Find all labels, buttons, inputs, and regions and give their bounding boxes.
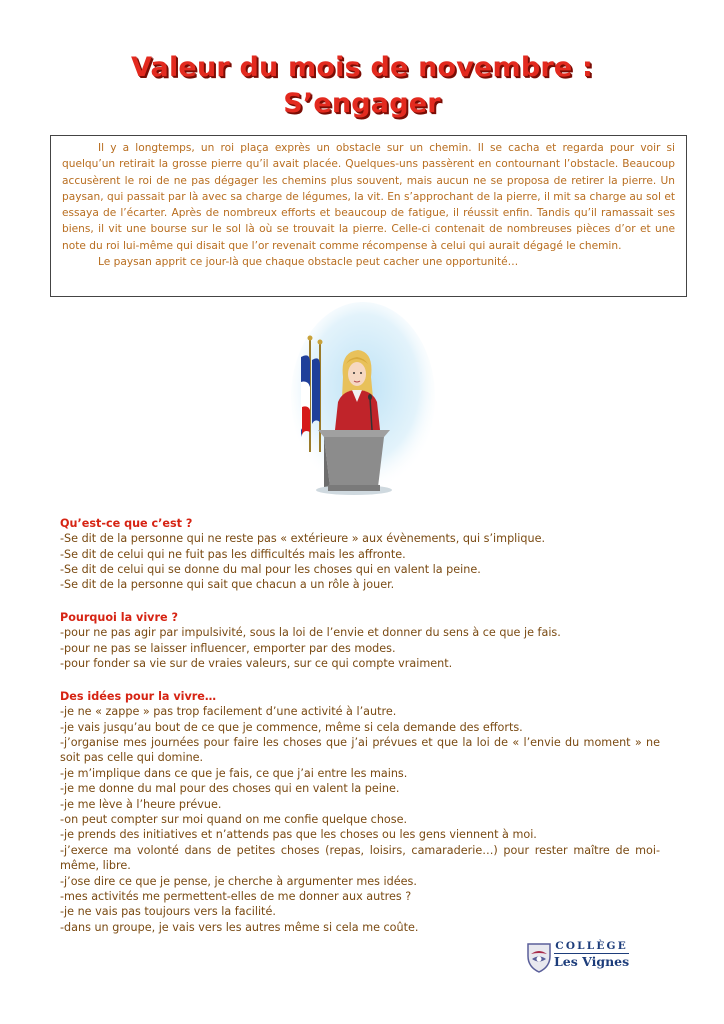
list-item: -Se dit de la personne qui ne reste pas « extérieure » aux évènements, qui s’implique.	[60, 532, 546, 546]
list-item: -je ne vais pas toujours vers la facilité.	[60, 905, 276, 919]
college-shield-logo-icon	[524, 940, 554, 974]
section-heading: Des idées pour la vivre…	[60, 690, 217, 703]
list-item: -Se dit de celui qui se donne du mal pour les choses qui en valent la peine.	[60, 563, 481, 577]
logo-line-1: COLLÈGE	[555, 940, 628, 952]
list-item: -je prends des initiatives et n’attends pas que les choses ou les gens viennent à moi.	[60, 828, 537, 842]
list-item: -je vais jusqu’au bout de ce que je commence, même si cela demande des efforts.	[60, 720, 523, 734]
list-item: -Se dit de celui qui ne fuit pas les difficultés mais les affronte.	[60, 547, 406, 561]
list-item: -je m’implique dans ce que je fais, ce que j’ai entre les mains.	[60, 766, 408, 780]
list-item: -je me donne du mal pour des choses qui en valent la peine.	[60, 782, 400, 796]
story-box	[50, 135, 687, 297]
story-paragraph-1: Il y a longtemps, un roi plaça exprès un obstacle sur un chemin. Il se cacha et regarda pour voir si quelqu’un retirait la grosse pierre qu’il avait placée. Quelques-uns passèrent en contournant l’obstacle. Beaucoup accusèrent le roi de ne pas dégager les chemins plus souvent, mais aucun ne se proposa de retirer la pierre. Un paysan, qui passait par là avec sa charge de légumes, la vit. En s’approchant de la pierre, il mit sa charge au sol et essaya de l’écarter. Après de nombreux efforts et beaucoup de fatigue, il réussit enfin. Tandis qu’il ramassait ses biens, il vit une bourse sur le sol là où se trouvait la pierre. Celle-ci contenait de nombreuses pièces d’or et une note du roi lui-même qui disait que l’or revenait comme récompense à celui qui aurait dégagé le chemin.	[62, 142, 675, 252]
list-item: -j’organise mes journées pour faire les choses que j’ai prévues et que la loi de « l’envie du moment » ne soit pas celle qui domine.	[60, 736, 660, 765]
list-item: -pour ne pas se laisser influencer, emporter par des modes.	[60, 641, 396, 655]
title-line-2: S’engager	[283, 88, 441, 119]
section-ideas	[60, 689, 660, 935]
story-paragraph-2: Le paysan apprit ce jour-là que chaque obstacle peut cacher une opportunité…	[98, 256, 519, 269]
list-item: -j’ose dire ce que je pense, je cherche à argumenter mes idées.	[60, 874, 417, 888]
list-item: -mes activités me permettent-elles de me donner aux autres ?	[60, 890, 412, 904]
logo-line-2: Les Vignes	[554, 954, 630, 969]
list-item: -pour ne pas agir par impulsivité, sous la loi de l’envie et donner du sens à ce que je fais.	[60, 626, 561, 640]
section-what-is-it	[60, 516, 660, 593]
list-item: -je me lève à l’heure prévue.	[60, 797, 222, 811]
list-item: -je ne « zappe » pas trop facilement d’une activité à l’autre.	[60, 705, 397, 719]
list-item: -on peut compter sur moi quand on me confie quelque chose.	[60, 813, 408, 827]
section-heading: Pourquoi la vivre ?	[60, 611, 178, 624]
list-item: -j’exerce ma volonté dans de petites choses (repas, loisirs, camaraderie…) pour rester maître de moi-même, libre.	[60, 843, 660, 873]
college-logo	[524, 938, 644, 976]
title-line-1: Valeur du mois de novembre :	[130, 52, 594, 83]
section-heading: Qu’est-ce que c’est ?	[60, 517, 193, 530]
list-item: -Se dit de la personne qui sait que chacun a un rôle à jouer.	[60, 578, 395, 592]
section-why-live-it	[60, 610, 660, 671]
speaker-at-podium-icon	[288, 302, 438, 502]
page-title	[0, 50, 724, 122]
list-item: -pour fonder sa vie sur de vraies valeurs, sur ce qui compte vraiment.	[60, 657, 453, 671]
list-item: -dans un groupe, je vais vers les autres même si cela me coûte.	[60, 920, 419, 934]
